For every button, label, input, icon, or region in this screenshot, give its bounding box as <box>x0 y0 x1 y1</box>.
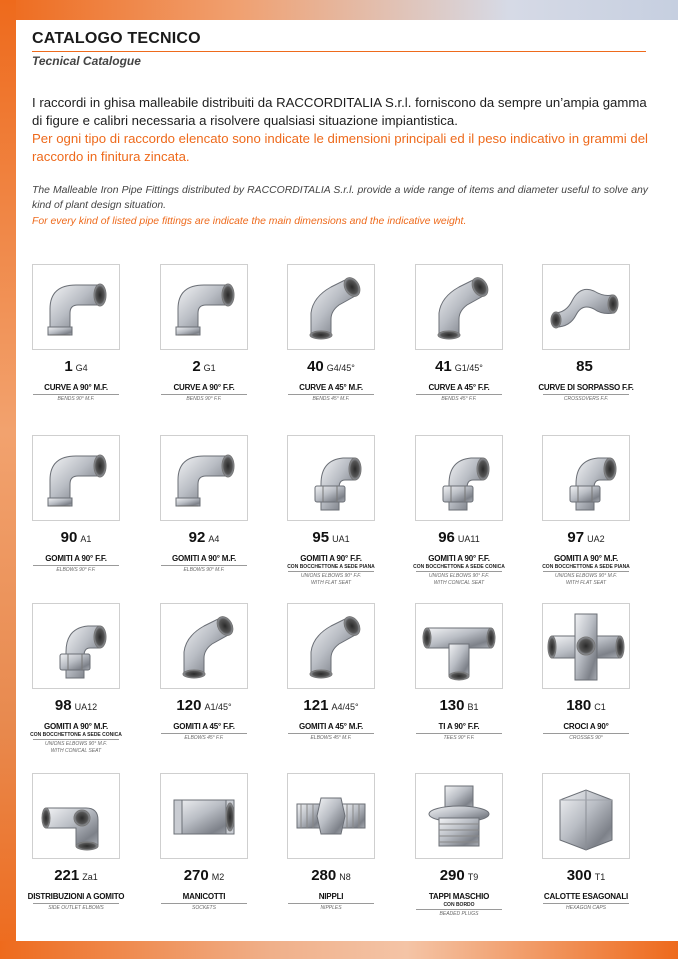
product-label <box>18 722 134 755</box>
product-thumbnail <box>287 773 375 859</box>
product-name-italian: CURVE A 90° M.F. <box>44 383 108 392</box>
product-name-english-line2: WITH FLAT SEAT <box>310 580 352 586</box>
product-thumbnail <box>32 435 120 521</box>
left-gradient-band <box>0 0 16 959</box>
catalogue-page <box>16 20 678 941</box>
product-label <box>273 722 389 742</box>
product-number: 95 <box>312 529 330 546</box>
product-label <box>18 892 134 912</box>
product-reference: G4/45° <box>326 363 355 373</box>
product-subtitle-italian: CON BOCCHETTONE A SEDE PIANA <box>542 564 630 570</box>
product-number: 180 <box>566 697 592 714</box>
product-name-italian: CURVE DI SORPASSO F.F. <box>538 383 634 392</box>
product-thumbnail <box>287 603 375 689</box>
product-thumbnail <box>415 435 503 521</box>
product-thumbnail <box>32 603 120 689</box>
product-thumbnail <box>415 264 503 350</box>
label-divider <box>33 903 119 904</box>
product-label <box>146 383 262 403</box>
union-elbow-icon <box>36 608 116 684</box>
product-reference: UA2 <box>587 534 605 544</box>
product-reference: A1/45° <box>204 702 232 712</box>
product-code <box>271 697 391 715</box>
product-number: 130 <box>439 697 465 714</box>
product-label <box>528 722 644 742</box>
elbow-90-icon <box>164 440 244 516</box>
product-code <box>16 529 136 547</box>
product-thumbnail <box>160 435 248 521</box>
product-number: 280 <box>311 867 337 884</box>
label-divider <box>543 571 629 572</box>
label-divider <box>416 733 502 734</box>
product-code <box>526 867 646 885</box>
product-name-english: SOCKETS <box>192 905 216 911</box>
product-name-english: UNIONS ELBOWS 90° F.F. <box>300 573 362 579</box>
product-code <box>144 867 264 885</box>
product-number: 300 <box>566 867 592 884</box>
label-divider <box>33 565 119 566</box>
product-label <box>401 722 517 742</box>
product-name-english: UNIONS ELBOWS 90° M.F. <box>555 573 617 579</box>
product-number: 290 <box>439 867 465 884</box>
product-name-italian: TI A 90° F.F. <box>438 722 480 731</box>
elbow-45-icon <box>419 269 499 345</box>
product-name-italian: CURVE A 90° F.F. <box>173 383 235 392</box>
crossover-icon <box>546 269 626 345</box>
product-number: 221 <box>54 867 80 884</box>
product-number: 270 <box>183 867 209 884</box>
product-reference: M2 <box>211 872 225 882</box>
label-divider <box>161 903 247 904</box>
product-thumbnail <box>287 435 375 521</box>
elbow-45-icon <box>291 608 371 684</box>
product-code <box>16 697 136 715</box>
product-label <box>18 554 134 574</box>
product-name-english-line2: WITH CONICAL SEAT <box>433 580 485 586</box>
product-name-english: ELBOWS 90° M.F. <box>183 567 225 573</box>
product-reference: B1 <box>467 702 479 712</box>
product-reference: N8 <box>339 872 351 882</box>
label-divider <box>543 903 629 904</box>
product-thumbnail <box>32 264 120 350</box>
product-label <box>18 383 134 403</box>
page-subtitle: Tecnical Catalogue <box>32 54 141 68</box>
product-reference: A4/45° <box>331 702 359 712</box>
label-divider <box>288 571 374 572</box>
product-name-english: NIPPLES <box>320 905 342 911</box>
product-name-english: HEXAGON CAPS <box>565 905 606 911</box>
product-reference: UA11 <box>457 534 480 544</box>
product-reference: Za1 <box>82 872 98 882</box>
product-label <box>401 554 517 587</box>
product-thumbnail <box>542 264 630 350</box>
product-name-english: BENDS 45° F.F. <box>441 396 477 402</box>
label-divider <box>161 394 247 395</box>
label-divider <box>288 903 374 904</box>
product-code <box>526 529 646 547</box>
page-title: CATALOGO TECNICO <box>32 30 201 47</box>
product-thumbnail <box>542 773 630 859</box>
product-name-english: TEES 90° F.F. <box>443 735 475 741</box>
product-label <box>401 383 517 403</box>
product-name-italian: GOMITI A 45° M.F. <box>298 722 364 731</box>
product-label <box>146 722 262 742</box>
product-number: 90 <box>60 529 78 546</box>
product-name-italian: GOMITI A 90° F.F. <box>300 554 362 563</box>
product-code <box>399 867 519 885</box>
intro-italian-note: Per ogni tipo di raccordo elencato sono indicate le dimensioni principali ed il peso indicativo in grammi del raccordo in finitura zincata. <box>32 131 648 164</box>
product-code <box>16 358 136 376</box>
product-name-english: CROSSES 90° <box>569 735 603 741</box>
product-name-english: BENDS 90° M.F. <box>57 396 95 402</box>
product-name-english: BEADED PLUGS <box>439 911 479 917</box>
product-number: 121 <box>303 697 329 714</box>
product-name-english-line2: WITH CONICAL SEAT <box>50 748 102 754</box>
nipple-icon <box>291 778 371 854</box>
side-outlet-elbow-icon <box>36 778 116 854</box>
product-thumbnail <box>160 264 248 350</box>
product-name-english: CROSSOVERS F.F. <box>563 396 609 402</box>
elbow-45-icon <box>291 269 371 345</box>
product-number: 92 <box>188 529 206 546</box>
product-thumbnail <box>160 603 248 689</box>
product-subtitle-italian: CON BORDO <box>443 902 475 908</box>
product-reference: G1 <box>203 363 216 373</box>
product-code <box>144 358 264 376</box>
product-reference: T9 <box>467 872 479 882</box>
product-reference: UA12 <box>74 702 98 712</box>
product-code <box>526 697 646 715</box>
label-divider <box>33 394 119 395</box>
product-label <box>273 892 389 912</box>
product-thumbnail <box>542 603 630 689</box>
product-name-italian: CROCI A 90° <box>563 722 609 731</box>
product-thumbnail <box>542 435 630 521</box>
product-reference: A4 <box>208 534 220 544</box>
product-code <box>144 697 264 715</box>
product-thumbnail <box>287 264 375 350</box>
product-name-italian: GOMITI A 45° F.F. <box>173 722 235 731</box>
top-gradient-band <box>0 0 678 22</box>
product-subtitle-italian: CON BOCCHETTONE A SEDE PIANA <box>287 564 375 570</box>
product-name-italian: GOMITI A 90° F.F. <box>45 554 107 563</box>
product-thumbnail <box>160 773 248 859</box>
product-number: 40 <box>307 358 324 375</box>
product-name-english: UNIONS ELBOWS 90° M.F. <box>45 741 107 747</box>
product-name-italian: TAPPI MASCHIO <box>428 892 490 901</box>
product-name-english: ELBOWS 90° F.F. <box>56 567 96 573</box>
label-divider <box>288 733 374 734</box>
product-name-italian: CURVE A 45° M.F. <box>299 383 363 392</box>
label-divider <box>416 909 502 910</box>
product-name-english: ELBOWS 45° M.F. <box>310 735 352 741</box>
product-thumbnail <box>415 603 503 689</box>
product-label <box>401 892 517 918</box>
product-name-italian: DISTRIBUZIONI A GOMITO <box>27 892 125 901</box>
elbow-90-icon <box>36 269 116 345</box>
product-number: 85 <box>576 358 593 375</box>
label-divider <box>543 394 629 395</box>
product-name-italian: GOMITI A 90° M.F. <box>553 554 619 563</box>
product-number: 1 <box>64 358 73 375</box>
product-code <box>271 867 391 885</box>
product-reference: UA1 <box>332 534 350 544</box>
product-code <box>144 529 264 547</box>
product-label <box>273 554 389 587</box>
product-reference: G1/45° <box>454 363 483 373</box>
elbow-45-icon <box>164 608 244 684</box>
title-underline <box>32 51 646 52</box>
product-name-italian: GOMITI A 90° F.F. <box>428 554 490 563</box>
label-divider <box>161 733 247 734</box>
label-divider <box>33 739 119 740</box>
product-number: 41 <box>435 358 452 375</box>
product-code <box>526 358 646 376</box>
label-divider <box>161 565 247 566</box>
product-thumbnail <box>415 773 503 859</box>
label-divider <box>416 571 502 572</box>
cap-icon <box>546 778 626 854</box>
label-divider <box>416 394 502 395</box>
product-number: 120 <box>176 697 202 714</box>
intro-english-note: For every kind of listed pipe fittings are indicate the main dimensions and the indicative weight. <box>32 216 467 227</box>
tee-icon <box>419 608 499 684</box>
product-name-english-line2: WITH FLAT SEAT <box>565 580 607 586</box>
product-name-english: BENDS 90° F.F. <box>186 396 222 402</box>
product-name-italian: CURVE A 45° F.F. <box>428 383 490 392</box>
product-name-english: SIDE OUTLET ELBOWS <box>48 905 104 911</box>
product-number: 98 <box>54 697 72 714</box>
product-number: 97 <box>567 529 585 546</box>
product-label <box>273 383 389 403</box>
product-name-english: BENDS 45° M.F. <box>312 396 350 402</box>
product-name-english: UNIONS ELBOWS 90° F.F. <box>428 573 490 579</box>
product-number: 96 <box>438 529 455 546</box>
product-name-italian: CALOTTE ESAGONALI <box>543 892 629 901</box>
bottom-gradient-band <box>0 941 678 959</box>
product-code <box>271 358 391 376</box>
product-name-italian: GOMITI A 90° M.F. <box>171 554 237 563</box>
product-number: 2 <box>192 358 201 375</box>
product-subtitle-italian: CON BOCCHETTONE A SEDE CONICA <box>30 732 122 738</box>
union-elbow-icon <box>546 440 626 516</box>
intro-italian: I raccordi in ghisa malleabile distribuiti da RACCORDITALIA S.r.l. forniscono da sempre un’ampia gamma di figure e calibri necessaria a risolvere qualsiasi situazione impiantistica. <box>32 95 647 128</box>
product-code <box>399 697 519 715</box>
product-subtitle-italian: CON BOCCHETTONE A SEDE CONICA <box>413 564 505 570</box>
product-code <box>16 867 136 885</box>
product-reference: C1 <box>594 702 606 712</box>
product-reference: T1 <box>594 872 606 882</box>
product-label <box>528 554 644 587</box>
union-elbow-icon <box>419 440 499 516</box>
product-thumbnail <box>32 773 120 859</box>
elbow-90-icon <box>36 440 116 516</box>
product-name-italian: GOMITI A 90° M.F. <box>43 722 109 731</box>
product-reference: A1 <box>80 534 92 544</box>
label-divider <box>288 394 374 395</box>
product-label <box>146 892 262 912</box>
product-reference: G4 <box>75 363 88 373</box>
intro-english: The Malleable Iron Pipe Fittings distributed by RACCORDITALIA S.r.l. provide a wide range of items and diameter useful to solve any kind of plant design situation. <box>32 185 648 211</box>
product-code <box>271 529 391 547</box>
elbow-90-icon <box>164 269 244 345</box>
plug-icon <box>419 778 499 854</box>
product-label <box>528 892 644 912</box>
product-label <box>146 554 262 574</box>
product-name-english: ELBOWS 45° F.F. <box>184 735 224 741</box>
product-name-italian: MANICOTTI <box>182 892 226 901</box>
product-code <box>399 358 519 376</box>
cross-icon <box>546 608 626 684</box>
product-code <box>399 529 519 547</box>
product-label <box>528 383 644 403</box>
union-elbow-icon <box>291 440 371 516</box>
label-divider <box>543 733 629 734</box>
socket-icon <box>164 778 244 854</box>
product-name-italian: NIPPLI <box>318 892 344 901</box>
